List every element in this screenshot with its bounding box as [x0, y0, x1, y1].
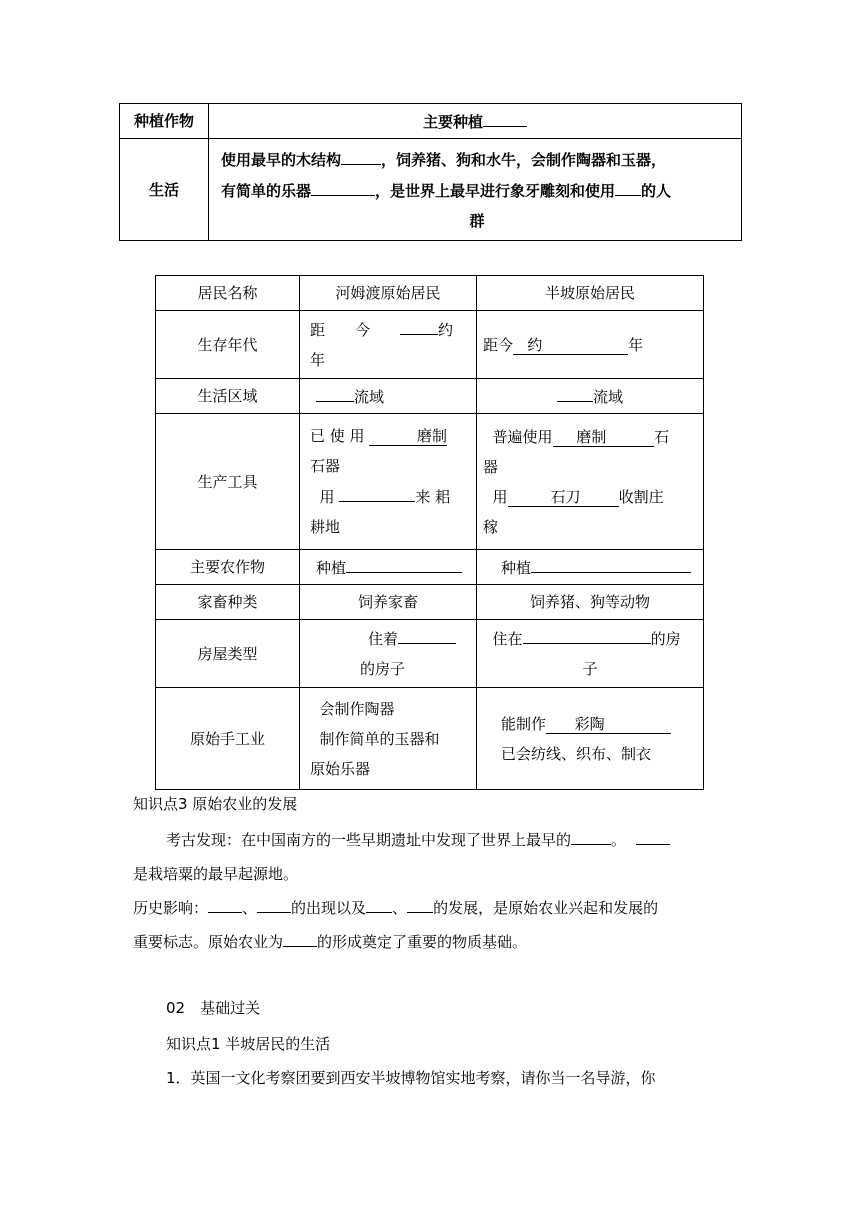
text: 住着: [368, 630, 399, 648]
text: 已会纺线、织布、制衣: [501, 744, 652, 763]
cell-crops: [209, 104, 742, 139]
blank: [366, 892, 392, 913]
cell-livestock-banpo: 饲养猪、狗等动物: [477, 585, 704, 620]
blank: [346, 552, 462, 573]
blank: [283, 926, 317, 947]
table-hemudu-summary: [119, 103, 742, 241]
text: 的发展，是原始农业兴起和发展的: [433, 899, 659, 917]
text: 来 耜: [415, 488, 451, 506]
text: 的房子: [360, 660, 406, 678]
cell-tools-banpo: [477, 414, 704, 550]
underlined: 磨制: [369, 427, 447, 446]
text: 约: [438, 321, 454, 339]
life-text: 群: [469, 211, 485, 230]
text: 收割庄: [618, 487, 664, 506]
cell-crops-hemudu: [300, 550, 477, 585]
text: 住在: [492, 630, 523, 648]
text: 会制作陶器: [319, 699, 395, 718]
life-text: ，是世界上最早进行象牙雕刻和使用: [375, 181, 616, 200]
blank: [400, 314, 438, 335]
text: 。: [611, 831, 627, 849]
blank: [523, 623, 651, 644]
underlined: 彩陶: [546, 715, 671, 734]
row-label-life: 生活: [120, 139, 209, 241]
table-comparison: [155, 275, 704, 790]
text: 耕地: [310, 518, 341, 536]
row-label-tools: 生产工具: [156, 414, 300, 550]
header-hemudu: 河姆渡原始居民: [300, 276, 477, 311]
blank: [615, 175, 641, 196]
row-label-craft: 原始手工业: [156, 688, 300, 790]
text: 距 今: [310, 321, 371, 339]
cell-craft-hemudu: [300, 688, 477, 790]
text: 历史影响：: [133, 899, 209, 917]
cell-region-hemudu: [300, 379, 477, 414]
row-label-livestock: 家畜种类: [156, 585, 300, 620]
underlined: 约: [513, 336, 628, 355]
row-label-era: 生存年代: [156, 311, 300, 379]
cell-era-banpo: [477, 311, 704, 379]
text: 流域: [592, 387, 623, 406]
cell-craft-banpo: [477, 688, 704, 790]
section3-p1: [166, 822, 670, 858]
text: 用: [319, 488, 335, 506]
blank: [531, 552, 691, 573]
blank: [316, 381, 354, 402]
blank: [208, 892, 242, 913]
row-label-region: 生活区域: [156, 379, 300, 414]
header-banpo: 半坡原始居民: [477, 276, 704, 311]
text: 距今: [483, 335, 514, 354]
section3-p3: [133, 890, 658, 926]
life-text: 使用最早的木结构: [221, 150, 342, 169]
section3-title: 知识点3 原始农业的发展: [133, 795, 298, 813]
row-label-crops: 种植作物: [120, 104, 209, 139]
text: 种植: [501, 558, 532, 577]
text: 的房: [650, 630, 681, 648]
text: 普遍使用: [492, 427, 553, 446]
text: 种植: [316, 558, 347, 577]
text: 能制作: [501, 714, 547, 733]
blank: [257, 892, 291, 913]
question-1: 1．英国一文化考察团要到西安半坡博物馆实地考察，请你当一名导游，你: [166, 1069, 656, 1087]
cell-region-banpo: [477, 379, 704, 414]
underlined: 石刀: [508, 488, 619, 507]
blank: [341, 144, 381, 165]
text: 的出现以及: [291, 899, 367, 917]
blank: [557, 381, 593, 402]
cell-life: [209, 139, 742, 241]
blank: [571, 824, 611, 845]
life-text: 有简单的乐器: [221, 181, 312, 200]
text: 用: [492, 487, 508, 506]
text: 石器: [310, 457, 341, 475]
crops-text: 主要种植: [422, 112, 483, 131]
blank: [407, 892, 433, 913]
part2-heading: 02 基础过关: [166, 999, 261, 1017]
text: 流域: [354, 387, 385, 406]
cell-house-banpo: [477, 620, 704, 688]
text: 制作简单的玉器和: [319, 729, 440, 748]
blank: [483, 106, 527, 127]
text: 考古发现：在中国南方的一些早期遗址中发现了世界上最早的: [166, 831, 572, 849]
text: 重要标志。原始农业为: [133, 933, 284, 951]
header-name: 居民名称: [156, 276, 300, 311]
text: 器: [483, 457, 499, 476]
life-text: ，饲养猪、狗和水牛，会制作陶器和玉器，: [381, 150, 667, 169]
text: 、: [392, 899, 408, 917]
text: 年: [628, 335, 644, 354]
underlined: 磨制: [553, 428, 655, 447]
text: 石: [654, 427, 670, 446]
cell-crops-banpo: [477, 550, 704, 585]
row-label-crops: 主要农作物: [156, 550, 300, 585]
life-text: 的人: [641, 181, 672, 200]
text: 稼: [483, 517, 499, 536]
text: 子: [582, 660, 598, 678]
section3-p4: [133, 924, 527, 960]
text: 的形成奠定了重要的物质基础。: [317, 933, 528, 951]
text: 已 使 用: [310, 427, 365, 445]
row-label-house: 房屋类型: [156, 620, 300, 688]
cell-house-hemudu: [300, 620, 477, 688]
text: 原始乐器: [310, 759, 371, 778]
blank: [339, 481, 415, 502]
part2-kp1: 知识点1 半坡居民的生活: [166, 1035, 331, 1053]
text: 年: [310, 351, 326, 369]
text: 、: [242, 899, 258, 917]
section3-p2: 是栽培粟的最早起源地。: [133, 865, 299, 883]
cell-tools-hemudu: [300, 414, 477, 550]
blank: [311, 175, 375, 196]
blank: [398, 623, 456, 644]
cell-livestock-hemudu: 饲养家畜: [300, 585, 477, 620]
blank: [636, 824, 670, 845]
cell-era-hemudu: [300, 311, 477, 379]
